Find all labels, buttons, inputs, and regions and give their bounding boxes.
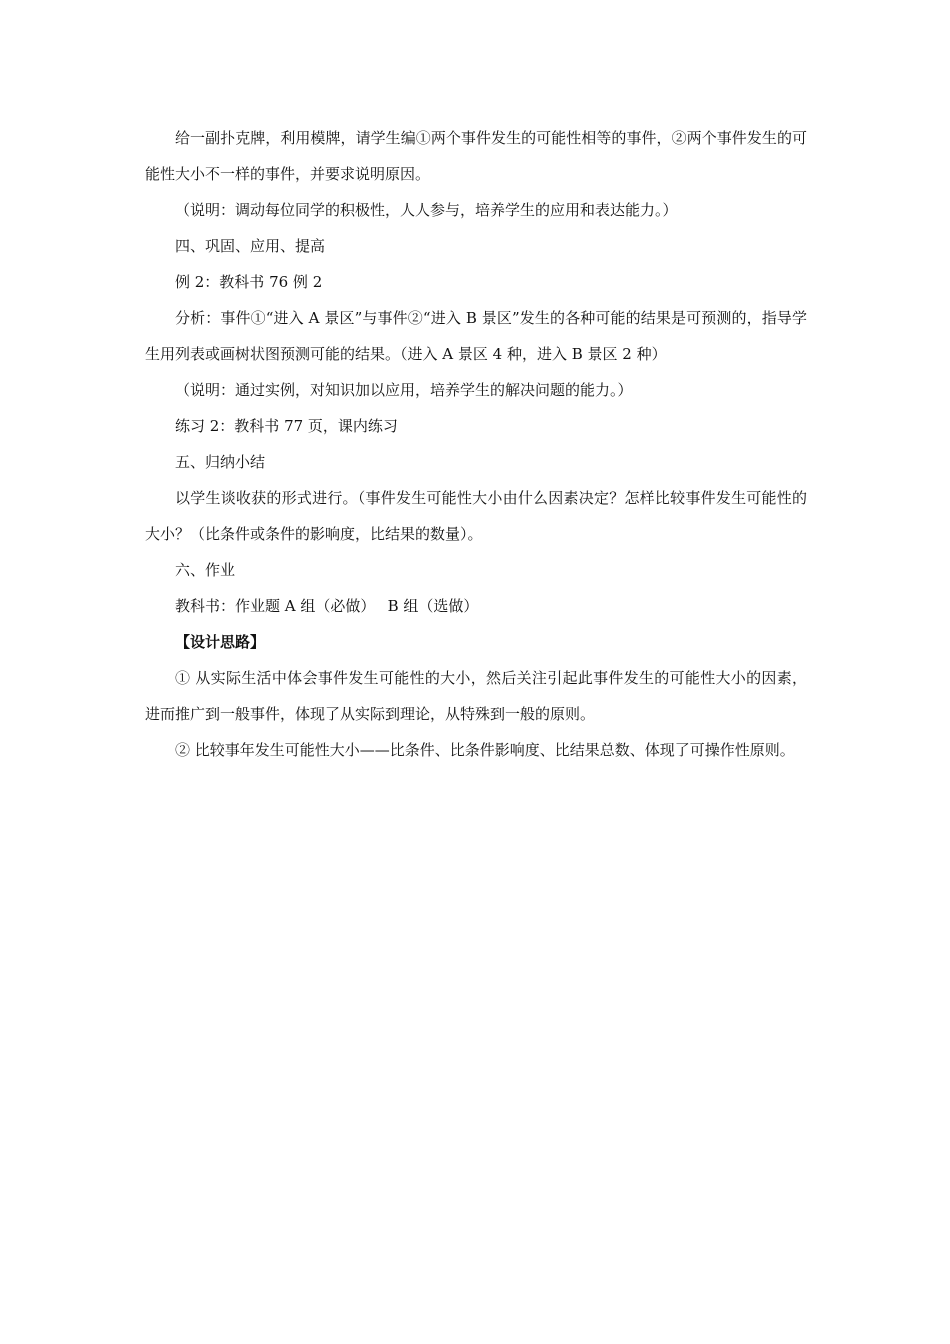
- document-page: [145, 120, 807, 768]
- paragraph-design-2: ② 比较事年发生可能性大小——比条件、比条件影响度、比结果总数、体现了可操作性原则。: [175, 741, 795, 759]
- heading-section-4: 四、巩固、应用、提高: [175, 237, 326, 255]
- paragraph-analysis: 分析：事件①“进入 A 景区”与事件②“进入 B 景区”发生的各种可能的结果是可预测的，指导学生用列表或画树状图预测可能的结果。（进入 A 景区 4 种，进入 B 景区 2 种）: [145, 309, 807, 363]
- paragraph-design-1: ① 从实际生活中体会事件发生可能性的大小，然后关注引起此事件发生的可能性大小的因素，进而推广到一般事件，体现了从实际到理论，从特殊到一般的原则。: [145, 669, 807, 723]
- paragraph-poker-task: 给一副扑克牌，利用模牌，请学生编①两个事件发生的可能性相等的事件，②两个事件发生的可能性大小不一样的事件，并要求说明原因。: [145, 129, 807, 183]
- paragraph-note-1: （说明：调动每位同学的积极性，人人参与，培养学生的应用和表达能力。）: [175, 201, 678, 219]
- paragraph-exercise-2: 练习 2：教科书 77 页，课内练习: [175, 417, 398, 435]
- heading-section-5: 五、归纳小结: [175, 453, 266, 471]
- paragraph-summary: 以学生谈收获的形式进行。（事件发生可能性大小由什么因素决定？怎样比较事件发生可能性的大小？（比条件或条件的影响度，比结果的数量）。: [145, 489, 807, 543]
- heading-design-idea: 【设计思路】: [175, 633, 266, 651]
- paragraph-note-2: （说明：通过实例，对知识加以应用，培养学生的解决问题的能力。）: [175, 381, 633, 399]
- paragraph-example-2: 例 2：教科书 76 例 2: [175, 273, 323, 291]
- paragraph-homework: 教科书：作业题 A 组（必做） B 组（选做）: [175, 597, 479, 615]
- heading-section-6: 六、作业: [175, 561, 236, 579]
